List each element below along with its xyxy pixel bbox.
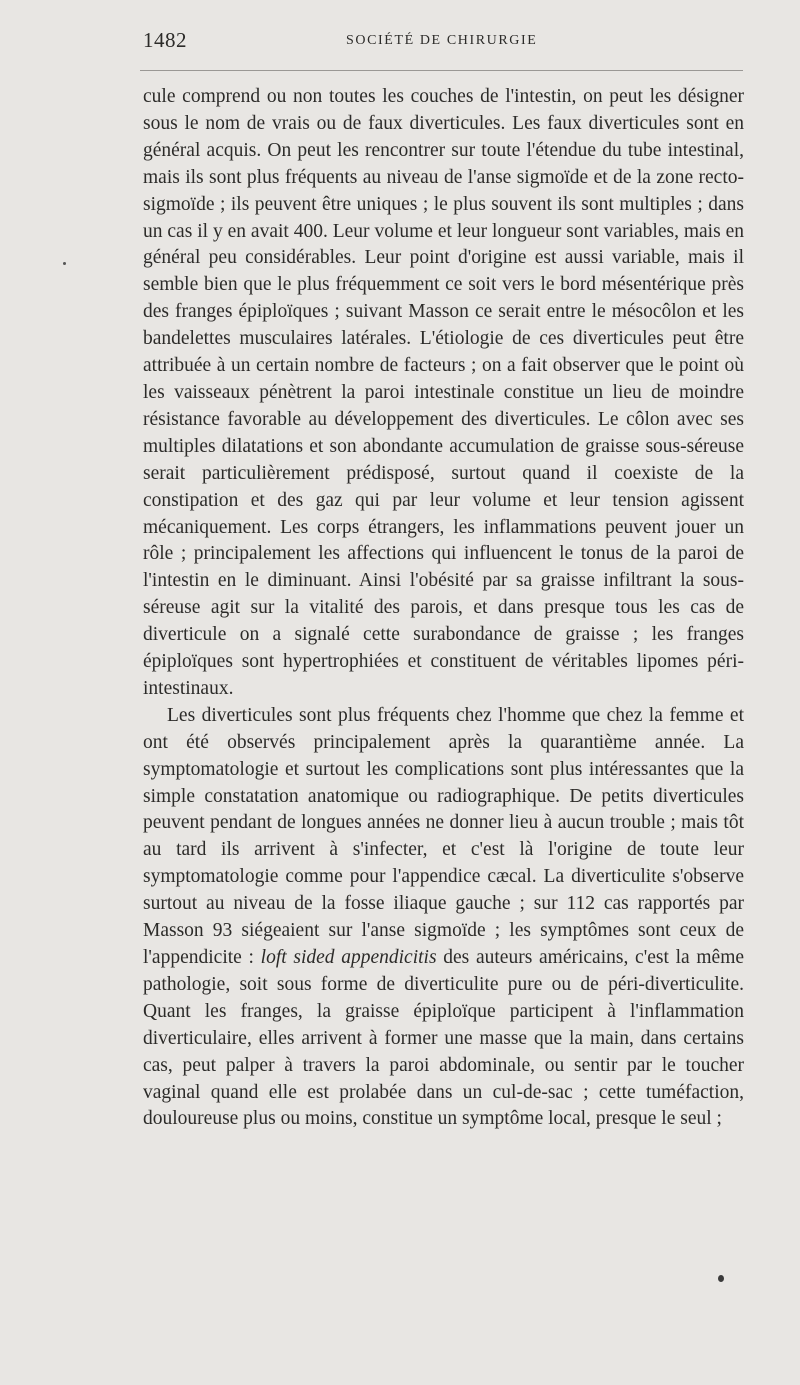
italic-phrase: loft sided appendicitis [260, 947, 437, 968]
paragraph: cule comprend ou non toutes les couches de l'intestin, on peut les désigner sous le nom de vrais ou de faux diverticules. Les faux diverticules sont en général acquis. On peut les rencontrer sur toute l'étendue du tube intestinal, mais ils sont plus fréquents au niveau de l'anse sigmoïde et de la zone recto-sigmoïde ; ils peuvent être uniques ; le plus souvent ils sont multiples ; dans un cas il y en avait 400. Leur volume et leur longueur sont variables, mais en général peu considérables. Leur point d'origine est aussi variable, mais il semble bien que le plus fréquemment ce soit vers le bord mésentérique près des franges épiploïques ; suivant Masson ce serait entre le mésocôlon et les bandelettes musculaires latérales. L'étiologie de ces diverticules peut être attribuée à un certain nombre de facteurs ; on a fait observer que le point où les vaisseaux pénètrent la paroi intestinale constitue un lieu de moindre résistance favorable au développement des diverticules. Le côlon avec ses multiples dilatations et son abondante accumulation de graisse sous-séreuse serait particulièrement prédisposé, surtout quand il coexiste de la constipation et des gaz qui par leur volume et leur tension agissent mécaniquement. Les corps étrangers, les inflammations peuvent jouer un rôle ; principalement les affections qui influencent le tonus de la paroi de l'intestin en le diminuant. Ainsi l'obésité par sa graisse infiltrant la sous-séreuse agit sur la vitalité des parois, et dans presque tous les cas de diverticule on a signalé cette surabondance de graisse ; les franges épiploïques sont hypertrophiées et constituent de véritables lipomes péri-intestinaux. [143, 86, 744, 699]
paragraph-text: des auteurs américains, c'est la même pathologie, soit sous forme de diverticulite pure ou de péri-diverticulite. Quant les franges, la graisse épiploïque participent à l'inflammation diverticulaire, elles arrivent à former une masse que la main, dans certains cas, peut palper à travers la paroi abdominale, ou sentir par le toucher vaginal quand elle est prolabée dans un cul-de-sac ; cette tuméfaction, douloureuse plus ou moins, constitue un symptôme local, presque le seul ; [143, 947, 745, 1130]
ink-dot [718, 1275, 724, 1282]
page-number: 1482 [143, 28, 187, 52]
body-text [143, 84, 744, 1133]
paragraph-text: Les diverticules sont plus fréquents chez l'homme que chez la femme et ont été observés principalement après la quarantième année. La symptomatologie et surtout les complications sont plus intéressantes que la simple constatation anatomique ou radiographique. De petits diverticules peuvent pendant de longues années ne donner lieu à aucun trouble ; mais tôt au tard ils arrivent à s'infecter, et c'est là l'origine de toute leur symptomatologie comme pour l'appendice cæcal. La diverticulite s'observe surtout au niveau de la fosse iliaque gauche ; sur 112 cas rapportés par Masson 93 siégeaient sur l'anse sigmoïde ; les symptômes sont ceux de l'appendicite : [143, 704, 744, 968]
header-rule [140, 70, 743, 71]
page-header [143, 28, 743, 58]
margin-speck [63, 262, 66, 265]
running-title: SOCIÉTÉ DE CHIRURGIE [346, 33, 538, 48]
paragraph [143, 703, 744, 1134]
